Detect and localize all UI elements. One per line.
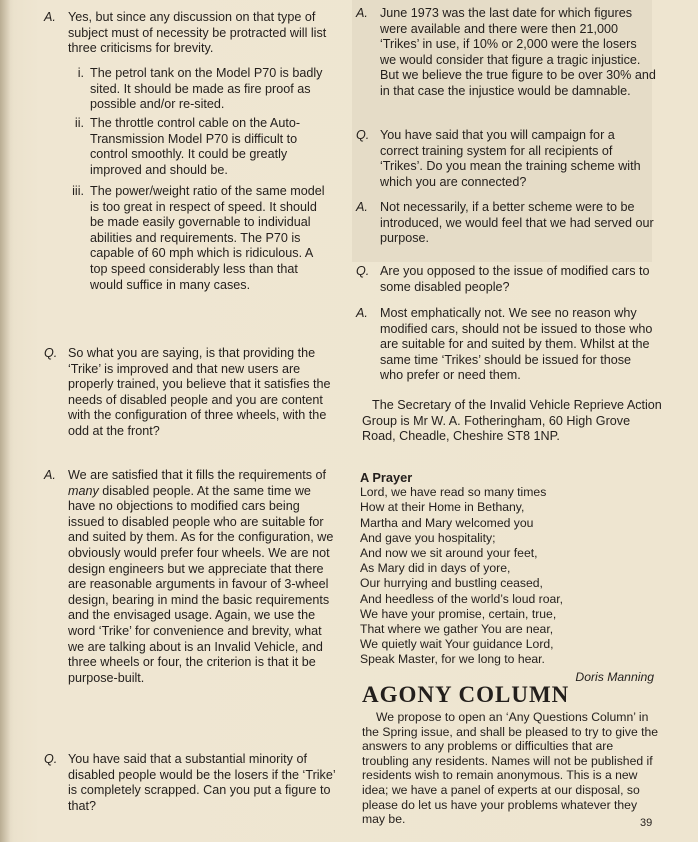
question-text: So what you are saying, is that providing the ‘Trike’ is improved and that new users are properly trained, you believe that it satisfies the needs of disabled people and you are content with the configuration of three wheels, with the odd at the front? bbox=[68, 346, 331, 438]
item-text: The throttle control cable on the Auto-Transmission Model P70 is difficult to control smoothly. It could be greatly improved and should be. bbox=[90, 116, 301, 177]
answer-tag: A. bbox=[356, 6, 368, 20]
prayer-line: We have your promise, certain, true, bbox=[360, 606, 557, 621]
question-tag: Q. bbox=[44, 752, 58, 766]
answer-tag: A. bbox=[356, 306, 368, 320]
prayer-line: As Mary did in days of yore, bbox=[360, 561, 511, 576]
answer-text: Yes, but since any discussion on that type of subject must of necessity be protracted will list three criticisms for brevity. bbox=[68, 10, 327, 56]
item-text: The petrol tank on the Model P70 is badly sited. It should be made as fire proof as possible and/or re-sited. bbox=[90, 66, 323, 112]
answer-tag: A. bbox=[44, 468, 56, 482]
prayer-line: How at their Home in Bethany, bbox=[360, 500, 525, 515]
question-text: You have said that you will campaign for a correct training system for all recipients of ‘Trikes’. Do you mean the training scheme with which you are connected? bbox=[380, 128, 641, 189]
prayer-line: We quietly wait Your guidance Lord, bbox=[360, 637, 554, 652]
prayer-author: Doris Manning bbox=[575, 669, 654, 684]
item-text: The power/weight ratio of the same model is too great in respect of speed. It should be made easily governable to individual abilities and requirements. The P70 is capable of 60 mph which is ridiculous. A top speed considerably less than that would suffice in many cases. bbox=[90, 184, 325, 292]
answer-emphasis: many bbox=[68, 483, 99, 498]
prayer-line: Martha and Mary welcomed you bbox=[360, 515, 534, 530]
agony-column-body bbox=[362, 710, 662, 827]
answer-block bbox=[356, 200, 656, 247]
question-block bbox=[44, 346, 336, 440]
question-tag: Q. bbox=[356, 264, 370, 278]
agony-column-heading: AGONY COLUMN bbox=[362, 682, 570, 707]
answer-block bbox=[356, 6, 656, 100]
question-block bbox=[356, 128, 656, 190]
answer-block bbox=[44, 10, 336, 57]
secretary-text: The Secretary of the Invalid Vehicle Reprieve Action Group is Mr W. A. Fotheringham, 60 High Grove Road, Cheadle, Cheshire ST8 1NP. bbox=[362, 398, 662, 444]
answer-text: Not necessarily, if a better scheme were to be introduced, we would feel that we had served our purpose. bbox=[380, 200, 654, 246]
question-tag: Q. bbox=[44, 346, 58, 360]
answer-text bbox=[68, 468, 336, 686]
page-number: 39 bbox=[640, 817, 653, 829]
item-number: iii. bbox=[72, 184, 84, 198]
prayer-line: And heedless of the world’s loud roar, bbox=[360, 591, 564, 606]
question-tag: Q. bbox=[356, 128, 370, 142]
answer-text: June 1973 was the last date for which figures were available and there were then 21,000 ‘Trikes’ in use, if 10% or 2,000 were the losers we would consider that figure a tragic injustice. But we believe the true figure to be over 30% and in that case the injustice would be damnable. bbox=[380, 6, 656, 98]
criticism-item bbox=[54, 66, 332, 113]
question-block bbox=[44, 752, 336, 814]
secretary-note bbox=[362, 398, 662, 445]
prayer-line: Our hurrying and bustling ceased, bbox=[360, 576, 543, 591]
answer-block bbox=[356, 306, 656, 384]
prayer-title: A Prayer bbox=[360, 470, 413, 485]
page-spine bbox=[0, 0, 10, 842]
criticism-item bbox=[54, 116, 332, 178]
answer-tag: A. bbox=[356, 200, 368, 214]
question-text: Are you opposed to the issue of modified cars to some disabled people? bbox=[380, 264, 650, 294]
question-text: You have said that a substantial minority of disabled people would be the losers if the ‘Trike’ is completely scrapped. Can you put a figure to that? bbox=[68, 752, 336, 813]
answer-text: Most emphatically not. We see no reason why modified cars, should not be issued to those who are suitable for and suited by them. Whilst at the same time ‘Trikes’ should be issued for those who prefer or need them. bbox=[380, 306, 653, 383]
item-number: i. bbox=[77, 66, 84, 80]
prayer-section bbox=[360, 470, 660, 685]
agony-column-text: We propose to open an ‘Any Questions Column’ in the Spring issue, and shall be pleased to try to give the answers to any problems or difficulties that are troubling any residents. Names will not be published if residents wish to remain anonymous. This is a new idea; we have a panel of experts at our disposal, so please do let us have your problems whatever they may be. bbox=[362, 710, 659, 827]
question-block bbox=[356, 264, 656, 295]
prayer-line: Lord, we have read so many times bbox=[360, 485, 547, 500]
answer-tag: A. bbox=[44, 10, 56, 24]
prayer-line: That where we gather You are near, bbox=[360, 622, 554, 637]
item-number: ii. bbox=[74, 116, 84, 130]
answer-block bbox=[44, 468, 336, 686]
prayer-line: Speak Master, for we long to hear. bbox=[360, 652, 545, 667]
answer-text-part: disabled people. At the same time we have no objections to modified cars being issued to disabled people who are suitable for and suited by them. As for the configuration, we obviously would prefer four wheels. We are not design engineers but we appreciate that there are reasonable arguments in favour of 3-wheel design, bearing in mind the basic requirements and the envisaged usage. Again, we use the word ‘Trike’ for convenience and brevity, what we are talking about is an Invalid Vehicle, and three wheels or four, the criterion is that it be purpose-built. bbox=[68, 483, 334, 685]
prayer-line: And now we sit around your feet, bbox=[360, 546, 538, 561]
prayer-line: And gave you hospitality; bbox=[360, 530, 496, 545]
answer-text-part: We are satisfied that it fills the requirements of bbox=[68, 468, 327, 482]
criticism-item bbox=[54, 184, 332, 293]
